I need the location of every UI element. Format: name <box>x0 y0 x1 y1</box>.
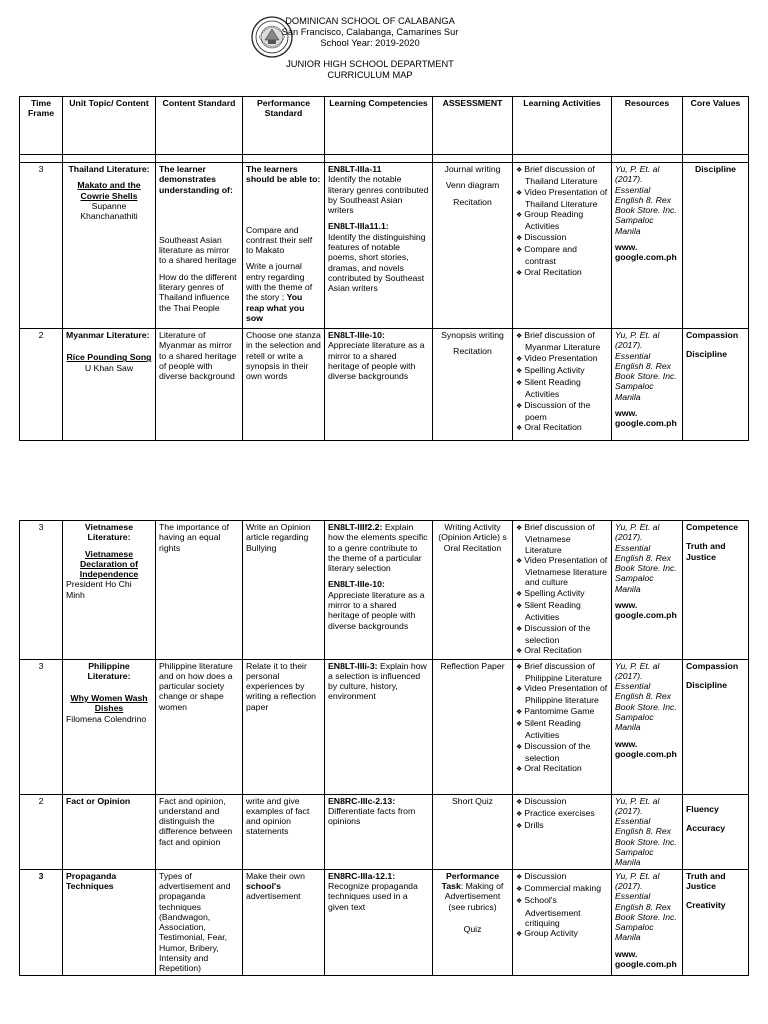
table-row <box>20 329 749 441</box>
assessment <box>433 163 513 329</box>
performance-standard: write and give examples of fact and opinion statements <box>243 794 325 869</box>
unit-title: Thailand Literature: <box>68 164 150 174</box>
table-row <box>20 869 749 975</box>
ps-emph: school's <box>246 880 281 891</box>
unit-topic <box>63 163 156 329</box>
unit-work: Why Women Wash Dishes <box>70 693 148 714</box>
assessment-item: Venn diagram <box>445 180 500 191</box>
core-values <box>683 163 749 329</box>
assessment <box>433 521 513 660</box>
lc-code: EN8LT-IIIa-11 <box>328 164 382 174</box>
unit-author: U Khan Saw <box>84 362 134 373</box>
col-learning-activities: Learning Activities <box>513 97 612 155</box>
assessment-item: Synopsis writing <box>441 330 504 340</box>
activity-item: ❖ Discussion <box>516 232 608 244</box>
resource-author: Yu, P. Et. al (2017). <box>615 522 660 543</box>
resource-author: Yu, P. Et. al (2017). <box>615 164 660 185</box>
activity-item: ❖ Brief discussion of Myanmar Literature <box>516 330 608 353</box>
performance-standard: Relate it to their personal experiences by writing a reflection paper <box>243 659 325 794</box>
activity-item: ❖ Commercial making <box>516 883 608 895</box>
content-standard: Fact and opinion, understand and distinguish the difference between fact and opinion <box>156 794 243 869</box>
activity-item: ❖ Pantomime Game <box>516 706 608 718</box>
time-frame: 3 <box>20 659 63 794</box>
assessment <box>433 869 513 975</box>
resources <box>612 329 683 441</box>
content-standard: Types of advertisement and propaganda techniques (Bandwagon, Association, Testimonial, Fear, Humor, Bribery, Intensity and Repetition) <box>156 869 243 975</box>
core-values <box>683 521 749 660</box>
learning-competencies <box>325 869 433 975</box>
assessment-task: Performance Task <box>441 870 500 891</box>
time-frame: 3 <box>20 869 63 975</box>
lc-code: EN8LT-IIIa11.1: <box>328 221 389 232</box>
learning-activities <box>513 659 612 794</box>
learning-competencies <box>325 794 433 869</box>
learning-activities <box>513 794 612 869</box>
activity-item: ❖ Video Presentation of Philippine literature <box>516 683 608 706</box>
lc-text: Differentiate facts from opinions <box>328 805 416 827</box>
unit-topic <box>63 659 156 794</box>
col-assessment: ASSESSMENT <box>433 97 513 155</box>
ps-text: advertisement <box>246 891 301 902</box>
activity-item: ❖ Drills <box>516 820 608 832</box>
unit-topic <box>63 521 156 660</box>
core-value: Discipline <box>686 679 728 690</box>
cs-lead: The learner demonstrates understanding of: <box>159 164 233 195</box>
ps-text: Make their own <box>246 870 305 881</box>
activity-item: ❖ Silent Reading Activities <box>516 718 608 741</box>
resource-site: www. google.com.ph <box>615 948 677 970</box>
learning-activities <box>513 329 612 441</box>
activity-item: ❖ Brief discussion of Philippine Literature <box>516 661 608 684</box>
table-row <box>20 163 749 329</box>
col-time-frame: Time Frame <box>20 97 63 155</box>
resource-book: Essential English 8. Rex Book Store. Inc. Sampaloc Manila <box>615 816 677 868</box>
core-value: Fluency <box>686 803 719 814</box>
resources <box>612 163 683 329</box>
core-value: Discipline <box>686 349 728 360</box>
learning-activities <box>513 163 612 329</box>
learning-competencies <box>325 163 433 329</box>
lc-text: Appreciate literature as a mirror to a shared heritage of people with diverse backgrounds <box>328 340 425 382</box>
activity-item: ❖ Video Presentation of Vietnamese literature and culture <box>516 555 608 588</box>
resources <box>612 794 683 869</box>
lc-text: Explain how a selection is influenced by culture, history, environment <box>328 660 427 702</box>
resource-book: Essential English 8. Rex Book Store. Inc. Sampaloc Manila <box>615 350 677 402</box>
activity-item: ❖ Oral Recitation <box>516 422 608 434</box>
assessment-item: Writing Activity (Opinion Article) s <box>438 522 507 543</box>
activity-item: ❖ Discussion of the selection <box>516 741 608 764</box>
unit-title: Propaganda Techniques <box>66 870 117 891</box>
curriculum-table-1 <box>19 96 749 441</box>
core-value: Truth and Justice <box>686 541 726 562</box>
activity-item: ❖ Brief discussion of Vietnamese Literature <box>516 522 608 555</box>
lc-code: EN8LT-IIIf2.2: <box>328 522 383 532</box>
unit-title: Myanmar Literature: <box>66 330 150 340</box>
core-values <box>683 869 749 975</box>
activity-item: ❖ Discussion of the selection <box>516 623 608 646</box>
core-values <box>683 794 749 869</box>
performance-standard <box>243 869 325 975</box>
time-frame: 3 <box>20 521 63 660</box>
col-learning-competencies: Learning Competencies <box>325 97 433 155</box>
assessment-item: Short Quiz <box>451 795 494 806</box>
unit-author: Supanne Khanchanathiti <box>80 200 138 222</box>
document-title: CURRICULUM MAP <box>327 70 413 80</box>
lc-text: Identify the distinguishing features of notable poems, short stories, dramas, and novels contributed by Southeast Asian writers <box>328 231 426 294</box>
resource-site: www. google.com.ph <box>615 408 677 429</box>
resource-book: Essential English 8. Rex Book Store. Inc. Sampaloc Manila <box>615 891 677 943</box>
table-row <box>20 521 749 660</box>
learning-competencies <box>325 659 433 794</box>
assessment-item: Quiz <box>463 923 482 934</box>
school-year: School Year: 2019-2020 <box>320 38 420 48</box>
lc-code: EN8RC-IIIc-2.13: <box>328 795 396 806</box>
ps-lead: The learners should be able to: <box>246 164 321 185</box>
resource-author: Yu, P. Et. al (2017). <box>615 795 660 816</box>
resource-site: www. google.com.ph <box>615 600 677 621</box>
ps-item <box>246 261 321 323</box>
unit-work: Rice Pounding Song <box>66 352 152 363</box>
department: JUNIOR HIGH SCHOOL DEPARTMENT <box>286 59 454 69</box>
school-address: San Francisco, Calabanga, Camarines Sur <box>281 27 459 37</box>
unit-author: President Ho Chi Minh <box>66 579 132 600</box>
performance-standard: Choose one stanza in the selection and retell or write a synopsis in their own words <box>243 329 325 441</box>
performance-standard <box>243 163 325 329</box>
resource-author: Yu, P. Et. al (2017). <box>615 870 660 891</box>
content-standard: The importance of having an equal rights <box>156 521 243 660</box>
assessment <box>433 659 513 794</box>
resource-author: Yu, P. Et. al (2017). <box>615 330 660 351</box>
lc-code: EN8LT-IIIe-10: <box>328 330 385 340</box>
activity-item: ❖ Compare and contrast <box>516 244 608 267</box>
activity-item: ❖ School's Advertisement critiquing <box>516 895 608 928</box>
activity-item: ❖ Discussion of the poem <box>516 400 608 423</box>
core-value: Accuracy <box>686 822 726 833</box>
activity-item: ❖ Practice exercises <box>516 808 608 820</box>
unit-work: Makato and the Cowrie Shells <box>77 180 141 201</box>
table-row <box>20 794 749 869</box>
table-row <box>20 659 749 794</box>
resource-book: Essential English 8. Rex Book Store. Inc. Sampaloc Manila <box>615 184 677 236</box>
unit-topic <box>63 869 156 975</box>
lc-text: Recognize propaganda techniques used in a given text <box>328 880 418 912</box>
lc-text: Appreciate literature as a mirror to a shared heritage of people with diverse backgrounds <box>328 589 425 631</box>
lc-code: EN8LT-IIIe-10: <box>328 579 385 590</box>
lc-text: Explain how the elements specific to a genre contribute to the theme of a particular literary selection <box>328 522 428 574</box>
col-core-values: Core Values <box>683 97 749 155</box>
col-unit-topic: Unit Topic/ Content <box>63 97 156 155</box>
activity-item: ❖ Spelling Activity <box>516 365 608 377</box>
learning-competencies <box>325 329 433 441</box>
unit-title: Vietnamese Literature: <box>84 522 134 543</box>
core-value: Discipline <box>694 164 737 174</box>
assessment-item: Journal writing <box>444 164 501 174</box>
core-values <box>683 329 749 441</box>
assessment-item: : Making of Advertisement (see rubrics) <box>444 880 504 912</box>
activity-item: ❖ Oral Recitation <box>516 267 608 279</box>
core-value: Competence <box>686 522 739 532</box>
activity-item: ❖ Discussion <box>516 871 608 883</box>
unit-title: Fact or Opinion <box>66 795 131 806</box>
unit-topic <box>63 794 156 869</box>
core-value: Truth and Justice <box>686 870 726 891</box>
ps-theme: You reap what you sow <box>246 292 305 323</box>
resources <box>612 521 683 660</box>
activity-item: ❖ Oral Recitation <box>516 763 608 775</box>
assessment <box>433 794 513 869</box>
assessment-item: Reflection Paper <box>440 660 505 671</box>
col-performance-standard: Performance Standard <box>243 97 325 155</box>
unit-work: Vietnamese Declaration of Independence <box>79 548 139 580</box>
learning-activities <box>513 869 612 975</box>
time-frame: 2 <box>20 794 63 869</box>
activity-item: ❖ Silent Reading Activities <box>516 377 608 400</box>
school-name: DOMINICAN SCHOOL OF CALABANGA <box>285 16 455 26</box>
resource-site: www. google.com.ph <box>615 242 677 263</box>
activity-item: ❖ Silent Reading Activities <box>516 600 608 623</box>
resource-site: www. google.com.ph <box>615 738 677 759</box>
activity-item: ❖ Oral Recitation <box>516 645 608 657</box>
unit-topic <box>63 329 156 441</box>
ps-item: Compare and contrast their self to Makato <box>246 224 313 256</box>
time-frame: 3 <box>20 163 63 329</box>
core-value: Compassion <box>686 330 739 340</box>
assessment <box>433 329 513 441</box>
cs-item: Southeast Asian literature as mirror to a shared heritage <box>159 234 237 266</box>
lc-code: EN8LT-IIIi-3: <box>328 660 378 671</box>
activity-item: ❖ Group Reading Activities <box>516 209 608 232</box>
resources <box>612 659 683 794</box>
content-standard <box>156 163 243 329</box>
learning-competencies <box>325 521 433 660</box>
core-value: Creativity <box>686 900 726 911</box>
activity-item: ❖ Spelling Activity <box>516 588 608 600</box>
unit-author: Filomena Colendrino <box>66 713 147 724</box>
ps-text: Write a journal entry regarding with the theme of the story ; <box>246 261 313 303</box>
core-values <box>683 659 749 794</box>
assessment-item: Oral Recitation <box>443 542 502 553</box>
lc-text: Identify the notable literary genres contributed by Southeast Asian writers <box>328 174 429 216</box>
performance-standard: Write an Opinion article regarding Bullying <box>243 521 325 660</box>
assessment-item: Recitation <box>453 346 492 357</box>
activity-item: ❖ Group Activity <box>516 928 608 940</box>
core-value: Compassion <box>686 660 739 671</box>
activity-item: ❖ Discussion <box>516 796 608 808</box>
resource-book: Essential English 8. Rex Book Store. Inc. Sampaloc Manila <box>615 681 677 733</box>
unit-title: Philippine Literature: <box>87 660 131 681</box>
content-standard: Literature of Myanmar as mirror to a shared heritage of people with diverse background <box>156 329 243 441</box>
col-content-standard: Content Standard <box>156 97 243 155</box>
activity-item: ❖ Video Presentation of Thailand Literature <box>516 187 608 210</box>
resource-author: Yu, P. Et. al (2017). <box>615 660 660 681</box>
content-standard: Philippine literature and on how does a particular society change or shape women <box>156 659 243 794</box>
learning-activities <box>513 521 612 660</box>
assessment-item: Recitation <box>453 196 492 207</box>
cs-item: How do the different literary genres of Thailand influence the Thai People <box>159 271 237 313</box>
col-resources: Resources <box>612 97 683 155</box>
time-frame: 2 <box>20 329 63 441</box>
activity-item: ❖ Brief discussion of Thailand Literature <box>516 164 608 187</box>
activity-item: ❖ Video Presentation <box>516 353 608 365</box>
curriculum-table-2 <box>19 520 749 976</box>
lc-code: EN8RC-IIIa-12.1: <box>328 870 396 881</box>
header-row <box>20 97 749 155</box>
resource-book: Essential English 8. Rex Book Store. Inc. Sampaloc Manila <box>615 542 677 594</box>
resources <box>612 869 683 975</box>
